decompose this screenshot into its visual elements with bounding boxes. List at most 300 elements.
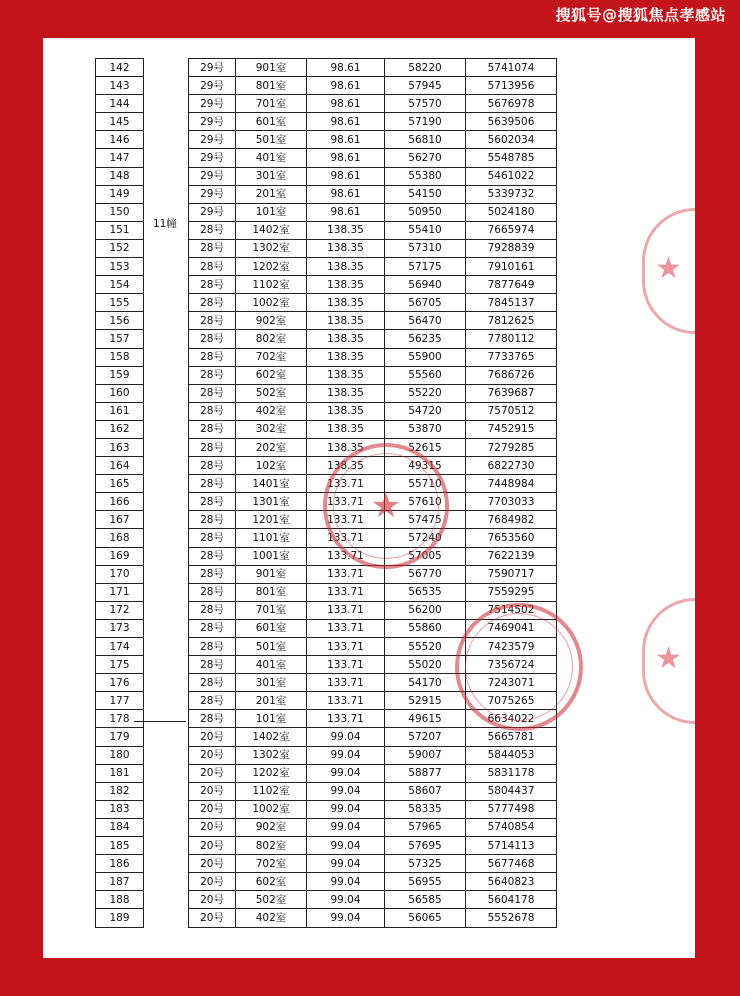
row-number-cell: 166: [96, 493, 144, 511]
unit-price-cell: 57475: [385, 511, 466, 529]
building-number-cell: 28号: [189, 656, 236, 674]
watermark-text: 搜狐号@搜狐焦点孝感站: [555, 6, 726, 24]
area-cell: 133.71: [307, 710, 385, 728]
unit-price-cell: 57610: [385, 493, 466, 511]
unit-number-cell: 602室: [236, 366, 307, 384]
building-number-cell: 28号: [189, 402, 236, 420]
area-cell: 133.71: [307, 656, 385, 674]
unit-number-cell: 1202室: [236, 764, 307, 782]
unit-number-cell: 401室: [236, 656, 307, 674]
total-price-cell: 6634022: [466, 710, 557, 728]
row-number-cell: 181: [96, 764, 144, 782]
unit-price-cell: 59007: [385, 746, 466, 764]
area-cell: 133.71: [307, 475, 385, 493]
unit-price-cell: 56200: [385, 601, 466, 619]
unit-number-cell: 702室: [236, 348, 307, 366]
building-number-cell: 28号: [189, 565, 236, 583]
area-cell: 138.35: [307, 221, 385, 239]
building-number-cell: 20号: [189, 909, 236, 927]
unit-price-cell: 57240: [385, 529, 466, 547]
area-cell: 133.71: [307, 583, 385, 601]
unit-price-cell: 49315: [385, 457, 466, 475]
row-number-cell: 160: [96, 384, 144, 402]
unit-number-cell: 201室: [236, 185, 307, 203]
row-number-cell: 153: [96, 258, 144, 276]
unit-number-cell: 401室: [236, 149, 307, 167]
building-number-cell: 20号: [189, 764, 236, 782]
table-row: [96, 258, 557, 276]
unit-price-cell: 57175: [385, 258, 466, 276]
unit-number-cell: 201室: [236, 692, 307, 710]
total-price-cell: 7243071: [466, 674, 557, 692]
unit-price-cell: 56810: [385, 131, 466, 149]
total-price-cell: 7570512: [466, 402, 557, 420]
unit-number-cell: 601室: [236, 619, 307, 637]
building-column-cell: [144, 276, 189, 294]
area-cell: 99.04: [307, 800, 385, 818]
unit-price-cell: 50950: [385, 203, 466, 221]
building-column-cell: [144, 837, 189, 855]
building-column-cell: [144, 909, 189, 927]
row-number-cell: 185: [96, 837, 144, 855]
unit-price-cell: 55380: [385, 167, 466, 185]
building-column-cell: [144, 638, 189, 656]
unit-number-cell: 701室: [236, 95, 307, 113]
building-number-cell: 28号: [189, 692, 236, 710]
total-price-cell: 5741074: [466, 59, 557, 77]
area-cell: 138.35: [307, 457, 385, 475]
row-number-cell: 179: [96, 728, 144, 746]
unit-price-cell: 49615: [385, 710, 466, 728]
area-cell: 138.35: [307, 330, 385, 348]
total-price-cell: 5777498: [466, 800, 557, 818]
unit-price-cell: 57570: [385, 95, 466, 113]
unit-number-cell: 1002室: [236, 800, 307, 818]
area-cell: 133.71: [307, 511, 385, 529]
row-number-cell: 148: [96, 167, 144, 185]
building-number-cell: 29号: [189, 149, 236, 167]
building-column-cell: [144, 710, 189, 728]
area-cell: 138.35: [307, 312, 385, 330]
area-cell: 138.35: [307, 438, 385, 456]
unit-price-cell: 57005: [385, 547, 466, 565]
building-column-cell: [144, 855, 189, 873]
building-column-cell: [144, 366, 189, 384]
total-price-cell: 5714113: [466, 837, 557, 855]
unit-number-cell: 802室: [236, 330, 307, 348]
area-cell: 98.61: [307, 149, 385, 167]
building-column-cell: [144, 818, 189, 836]
unit-price-cell: 58335: [385, 800, 466, 818]
building-column-cell: [144, 384, 189, 402]
area-cell: 133.71: [307, 547, 385, 565]
unit-price-cell: 55220: [385, 384, 466, 402]
unit-number-cell: 602室: [236, 873, 307, 891]
unit-price-cell: 55020: [385, 656, 466, 674]
row-number-cell: 173: [96, 619, 144, 637]
total-price-cell: 5640823: [466, 873, 557, 891]
building-number-cell: 28号: [189, 330, 236, 348]
area-cell: 99.04: [307, 837, 385, 855]
unit-number-cell: 1302室: [236, 239, 307, 257]
building-column-cell: [144, 312, 189, 330]
building-column-cell: [144, 764, 189, 782]
row-number-cell: 170: [96, 565, 144, 583]
building-column-cell: [144, 619, 189, 637]
unit-price-cell: 53870: [385, 420, 466, 438]
building-column-cell: [144, 782, 189, 800]
area-cell: 98.61: [307, 185, 385, 203]
building-divider: [134, 721, 186, 722]
building-number-cell: 20号: [189, 873, 236, 891]
unit-number-cell: 1002室: [236, 294, 307, 312]
building-number-cell: 28号: [189, 674, 236, 692]
total-price-cell: 5665781: [466, 728, 557, 746]
row-number-cell: 167: [96, 511, 144, 529]
area-cell: 99.04: [307, 782, 385, 800]
building-number-cell: 28号: [189, 583, 236, 601]
unit-number-cell: 701室: [236, 601, 307, 619]
total-price-cell: 7075265: [466, 692, 557, 710]
unit-price-cell: 56585: [385, 891, 466, 909]
building-column-cell: [144, 601, 189, 619]
table-row: [96, 131, 557, 149]
unit-number-cell: 1302室: [236, 746, 307, 764]
unit-number-cell: 902室: [236, 312, 307, 330]
unit-number-cell: 1402室: [236, 728, 307, 746]
total-price-cell: 7514502: [466, 601, 557, 619]
unit-price-cell: 55520: [385, 638, 466, 656]
total-price-cell: 7448984: [466, 475, 557, 493]
unit-price-cell: 54150: [385, 185, 466, 203]
building-column-cell: [144, 583, 189, 601]
building-column-cell: [144, 95, 189, 113]
building-column-cell: [144, 59, 189, 77]
total-price-cell: 5831178: [466, 764, 557, 782]
total-price-cell: 7559295: [466, 583, 557, 601]
building-column-cell: [144, 402, 189, 420]
unit-number-cell: 501室: [236, 131, 307, 149]
unit-price-cell: 55710: [385, 475, 466, 493]
table-row: [96, 873, 557, 891]
total-price-cell: 7877649: [466, 276, 557, 294]
building-column-cell: [144, 113, 189, 131]
table-row: [96, 457, 557, 475]
area-cell: 138.35: [307, 366, 385, 384]
total-price-cell: 7812625: [466, 312, 557, 330]
unit-number-cell: 402室: [236, 402, 307, 420]
building-number-cell: 28号: [189, 511, 236, 529]
area-cell: 138.35: [307, 239, 385, 257]
total-price-cell: 5602034: [466, 131, 557, 149]
table-row: [96, 149, 557, 167]
building-column-cell: [144, 565, 189, 583]
unit-price-cell: 56270: [385, 149, 466, 167]
row-number-cell: 172: [96, 601, 144, 619]
area-cell: 138.35: [307, 384, 385, 402]
total-price-cell: 5339732: [466, 185, 557, 203]
total-price-cell: 5844053: [466, 746, 557, 764]
building-column-cell: [144, 800, 189, 818]
area-cell: 133.71: [307, 638, 385, 656]
total-price-cell: 5740854: [466, 818, 557, 836]
building-column-cell: [144, 746, 189, 764]
unit-number-cell: 302室: [236, 420, 307, 438]
table-row: [96, 746, 557, 764]
total-price-cell: 7469041: [466, 619, 557, 637]
building-column-cell: [144, 674, 189, 692]
unit-number-cell: 101室: [236, 203, 307, 221]
total-price-cell: 5713956: [466, 77, 557, 95]
table-row: [96, 565, 557, 583]
table-row: [96, 529, 557, 547]
row-number-cell: 159: [96, 366, 144, 384]
unit-number-cell: 1402室: [236, 221, 307, 239]
building-column-cell: [144, 438, 189, 456]
total-price-cell: 5461022: [466, 167, 557, 185]
table-row: [96, 800, 557, 818]
row-number-cell: 163: [96, 438, 144, 456]
unit-number-cell: 1102室: [236, 276, 307, 294]
table-row: [96, 312, 557, 330]
row-number-cell: 152: [96, 239, 144, 257]
table-row: [96, 366, 557, 384]
building-number-cell: 28号: [189, 348, 236, 366]
building-label: 11幢: [153, 218, 177, 230]
building-number-cell: 29号: [189, 167, 236, 185]
building-number-cell: 28号: [189, 239, 236, 257]
table-row: [96, 837, 557, 855]
row-number-cell: 162: [96, 420, 144, 438]
row-number-cell: 161: [96, 402, 144, 420]
building-number-cell: 20号: [189, 800, 236, 818]
building-number-cell: 20号: [189, 837, 236, 855]
building-number-cell: 20号: [189, 855, 236, 873]
total-price-cell: 5639506: [466, 113, 557, 131]
unit-number-cell: 801室: [236, 77, 307, 95]
unit-price-cell: 57325: [385, 855, 466, 873]
unit-number-cell: 1301室: [236, 493, 307, 511]
table-row: [96, 59, 557, 77]
unit-number-cell: 502室: [236, 384, 307, 402]
building-column-cell: [144, 475, 189, 493]
area-cell: 98.61: [307, 95, 385, 113]
building-number-cell: 28号: [189, 475, 236, 493]
total-price-cell: 7423579: [466, 638, 557, 656]
row-number-cell: 169: [96, 547, 144, 565]
total-price-cell: 7279285: [466, 438, 557, 456]
unit-number-cell: 601室: [236, 113, 307, 131]
unit-number-cell: 101室: [236, 710, 307, 728]
edge-seal-stamp: ★: [642, 208, 695, 334]
area-cell: 133.71: [307, 565, 385, 583]
building-column-cell: [144, 420, 189, 438]
unit-number-cell: 1102室: [236, 782, 307, 800]
row-number-cell: 145: [96, 113, 144, 131]
unit-price-cell: 57190: [385, 113, 466, 131]
building-number-cell: 29号: [189, 203, 236, 221]
row-number-cell: 157: [96, 330, 144, 348]
building-column-cell: [144, 493, 189, 511]
building-number-cell: 28号: [189, 601, 236, 619]
unit-number-cell: 301室: [236, 674, 307, 692]
building-number-cell: 28号: [189, 276, 236, 294]
building-number-cell: 29号: [189, 131, 236, 149]
unit-price-cell: 54720: [385, 402, 466, 420]
unit-number-cell: 1001室: [236, 547, 307, 565]
total-price-cell: 5677468: [466, 855, 557, 873]
building-column-cell: [144, 131, 189, 149]
building-column-cell: [144, 873, 189, 891]
table-row: [96, 239, 557, 257]
row-number-cell: 146: [96, 131, 144, 149]
unit-price-cell: 57965: [385, 818, 466, 836]
area-cell: 99.04: [307, 764, 385, 782]
area-cell: 99.04: [307, 728, 385, 746]
table-row: [96, 818, 557, 836]
unit-number-cell: 501室: [236, 638, 307, 656]
unit-price-cell: 52615: [385, 438, 466, 456]
area-cell: 99.04: [307, 818, 385, 836]
unit-price-cell: 56235: [385, 330, 466, 348]
area-cell: 138.35: [307, 348, 385, 366]
unit-number-cell: 901室: [236, 565, 307, 583]
total-price-cell: 7684982: [466, 511, 557, 529]
area-cell: 98.61: [307, 131, 385, 149]
building-number-cell: 20号: [189, 891, 236, 909]
total-price-cell: 7910161: [466, 258, 557, 276]
unit-price-cell: 56940: [385, 276, 466, 294]
area-cell: 98.61: [307, 59, 385, 77]
area-cell: 99.04: [307, 855, 385, 873]
row-number-cell: 171: [96, 583, 144, 601]
area-cell: 98.61: [307, 77, 385, 95]
row-number-cell: 142: [96, 59, 144, 77]
total-price-cell: 5024180: [466, 203, 557, 221]
table-row: [96, 294, 557, 312]
table-row: [96, 891, 557, 909]
table-row: [96, 330, 557, 348]
building-column-cell: [144, 529, 189, 547]
area-cell: 133.71: [307, 529, 385, 547]
building-column-cell: [144, 239, 189, 257]
unit-price-cell: 55560: [385, 366, 466, 384]
area-cell: 138.35: [307, 420, 385, 438]
unit-number-cell: 102室: [236, 457, 307, 475]
unit-price-cell: 52915: [385, 692, 466, 710]
table-row: [96, 583, 557, 601]
building-number-cell: 28号: [189, 312, 236, 330]
building-number-cell: 20号: [189, 782, 236, 800]
row-number-cell: 154: [96, 276, 144, 294]
total-price-cell: 7928839: [466, 239, 557, 257]
building-number-cell: 28号: [189, 547, 236, 565]
row-number-cell: 144: [96, 95, 144, 113]
area-cell: 133.71: [307, 619, 385, 637]
table-row: [96, 185, 557, 203]
total-price-cell: 6822730: [466, 457, 557, 475]
row-number-cell: 183: [96, 800, 144, 818]
unit-number-cell: 502室: [236, 891, 307, 909]
building-number-cell: 28号: [189, 438, 236, 456]
building-column-cell: [144, 457, 189, 475]
building-number-cell: 28号: [189, 619, 236, 637]
building-number-cell: 29号: [189, 95, 236, 113]
area-cell: 138.35: [307, 294, 385, 312]
unit-price-cell: 57945: [385, 77, 466, 95]
table-row: [96, 113, 557, 131]
row-number-cell: 178: [96, 710, 144, 728]
building-column-cell: [144, 258, 189, 276]
row-number-cell: 175: [96, 656, 144, 674]
total-price-cell: 5804437: [466, 782, 557, 800]
building-column-cell: [144, 656, 189, 674]
area-cell: 98.61: [307, 203, 385, 221]
row-number-cell: 149: [96, 185, 144, 203]
unit-price-cell: 56955: [385, 873, 466, 891]
unit-price-cell: 56770: [385, 565, 466, 583]
total-price-cell: 7733765: [466, 348, 557, 366]
building-number-cell: 28号: [189, 366, 236, 384]
table-row: [96, 728, 557, 746]
building-column-cell: [144, 511, 189, 529]
area-cell: 98.61: [307, 167, 385, 185]
row-number-cell: 187: [96, 873, 144, 891]
total-price-cell: 5604178: [466, 891, 557, 909]
official-seal-stamp: ★: [323, 443, 449, 569]
unit-price-cell: 55900: [385, 348, 466, 366]
building-column-cell: [144, 348, 189, 366]
area-cell: 133.71: [307, 601, 385, 619]
row-number-cell: 147: [96, 149, 144, 167]
area-cell: 98.61: [307, 113, 385, 131]
building-column-cell: [144, 547, 189, 565]
unit-number-cell: 702室: [236, 855, 307, 873]
row-number-cell: 143: [96, 77, 144, 95]
unit-price-cell: 58607: [385, 782, 466, 800]
building-number-cell: 29号: [189, 59, 236, 77]
table-row: [96, 547, 557, 565]
building-number-cell: 28号: [189, 420, 236, 438]
unit-price-cell: 58877: [385, 764, 466, 782]
building-number-cell: 29号: [189, 113, 236, 131]
unit-number-cell: 402室: [236, 909, 307, 927]
area-cell: 99.04: [307, 909, 385, 927]
unit-number-cell: 1201室: [236, 511, 307, 529]
table-row: [96, 167, 557, 185]
area-cell: 99.04: [307, 873, 385, 891]
total-price-cell: 7703033: [466, 493, 557, 511]
unit-price-cell: 57310: [385, 239, 466, 257]
total-price-cell: 7622139: [466, 547, 557, 565]
building-number-cell: 28号: [189, 638, 236, 656]
building-column-cell: [144, 185, 189, 203]
unit-number-cell: 1202室: [236, 258, 307, 276]
area-cell: 133.71: [307, 674, 385, 692]
row-number-cell: 177: [96, 692, 144, 710]
table-row: [96, 402, 557, 420]
unit-number-cell: 1101室: [236, 529, 307, 547]
row-number-cell: 182: [96, 782, 144, 800]
building-number-cell: 28号: [189, 529, 236, 547]
building-column-cell: [144, 167, 189, 185]
building-number-cell: 28号: [189, 384, 236, 402]
unit-price-cell: 56535: [385, 583, 466, 601]
total-price-cell: 5552678: [466, 909, 557, 927]
total-price-cell: 7780112: [466, 330, 557, 348]
table-row: [96, 782, 557, 800]
unit-number-cell: 1401室: [236, 475, 307, 493]
